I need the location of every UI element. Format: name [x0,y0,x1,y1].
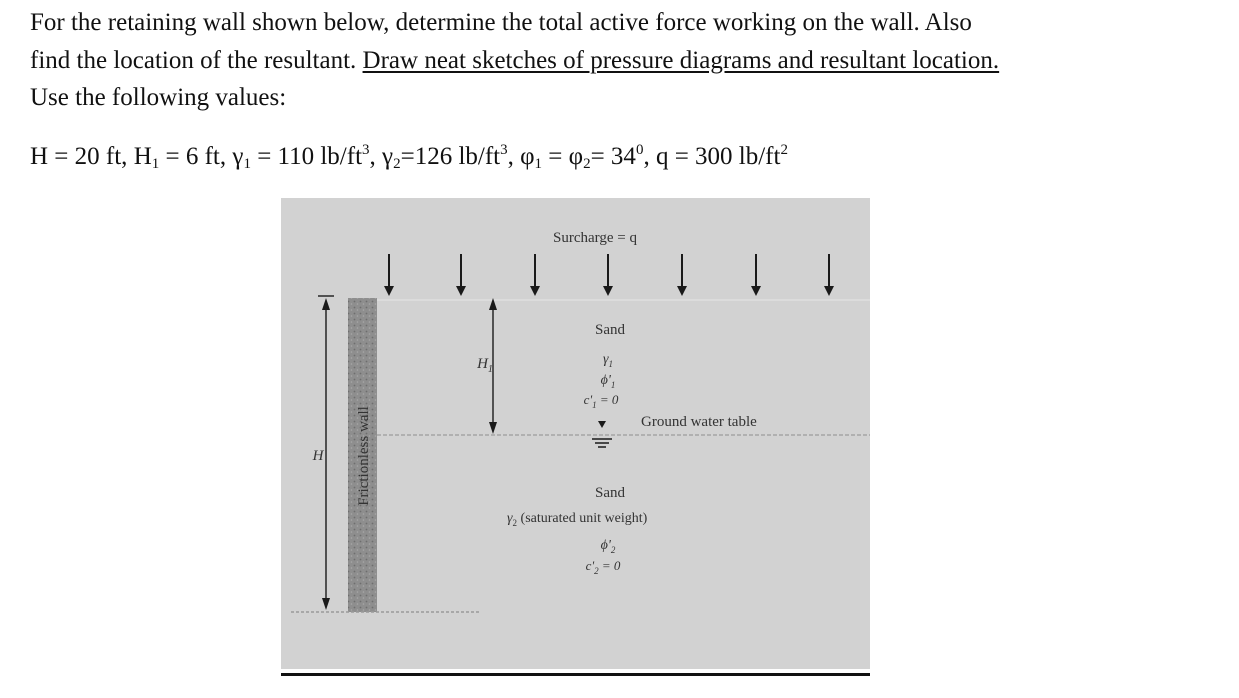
lower-gamma-label: $\gamma_2$ (saturated unit weight) [507,511,648,528]
given-phi1-symbol: , φ [507,143,535,170]
given-gamma2-symbol: , γ [369,143,394,170]
given-H1-sub: 1 [151,156,160,172]
lower-phi-label: $\phi'_2$ [600,538,616,555]
given-values [30,138,788,175]
problem-line-1: For the retaining wall shown below, determine the total active force working on the wall. Also [30,9,972,36]
figure-bottom-rule [281,673,870,676]
given-phi2-sub: 2 [583,156,591,172]
lower-cohesion-label: $c'_2 = 0$ [585,558,621,576]
water-table-label: Ground water table [641,414,757,430]
lower-soil-label: Sand [595,485,625,501]
given-q-value: , q = 300 lb/ft [643,143,781,170]
given-gamma2-value: =126 lb/ft [400,143,501,170]
problem-line-3: Use the following values: [30,84,287,111]
given-gamma1-value: = 110 lb/ft [250,143,363,170]
H1-label: $H_1$ [477,356,493,375]
given-gamma1-sup: 3 [362,142,370,158]
retaining-wall-figure [281,198,870,669]
problem-line-2-underlined: Draw neat sketches of pressure diagrams and resultant location. [362,46,1000,74]
problem-statement [30,4,1220,117]
water-table-icon [592,421,612,447]
problem-line-2 [30,42,1220,80]
retaining-wall-diagram [281,198,870,669]
given-H: H = 20 ft, [30,143,128,170]
upper-gamma-label: $\gamma_1$ [602,352,614,369]
upper-cohesion-label: $c'_1 = 0$ [583,392,619,410]
given-gamma1-symbol: γ [232,143,244,170]
given-gamma2-sub: 2 [393,156,401,172]
given-H1-value: = 6 ft, [159,143,227,170]
given-gamma2-sup: 3 [500,142,508,158]
surcharge-label: Surcharge = q [553,230,637,246]
given-phi-value: = 34 [590,143,636,170]
given-H1-symbol: H [133,143,152,170]
wall-label: Frictionless wall [356,406,372,506]
upper-phi-label: $\phi'_1$ [600,373,616,390]
problem-line-2-text: find the location of the resultant. [30,46,363,74]
upper-soil-label: Sand [595,322,625,338]
given-gamma1-sub: 1 [243,156,251,172]
given-phi-sup: 0 [635,142,644,158]
given-phi1-sub: 1 [534,156,543,172]
H-label: H [312,448,324,464]
surcharge-arrows [384,254,834,296]
given-q-sup: 2 [780,142,788,158]
given-phi-eq: = φ [542,143,584,170]
